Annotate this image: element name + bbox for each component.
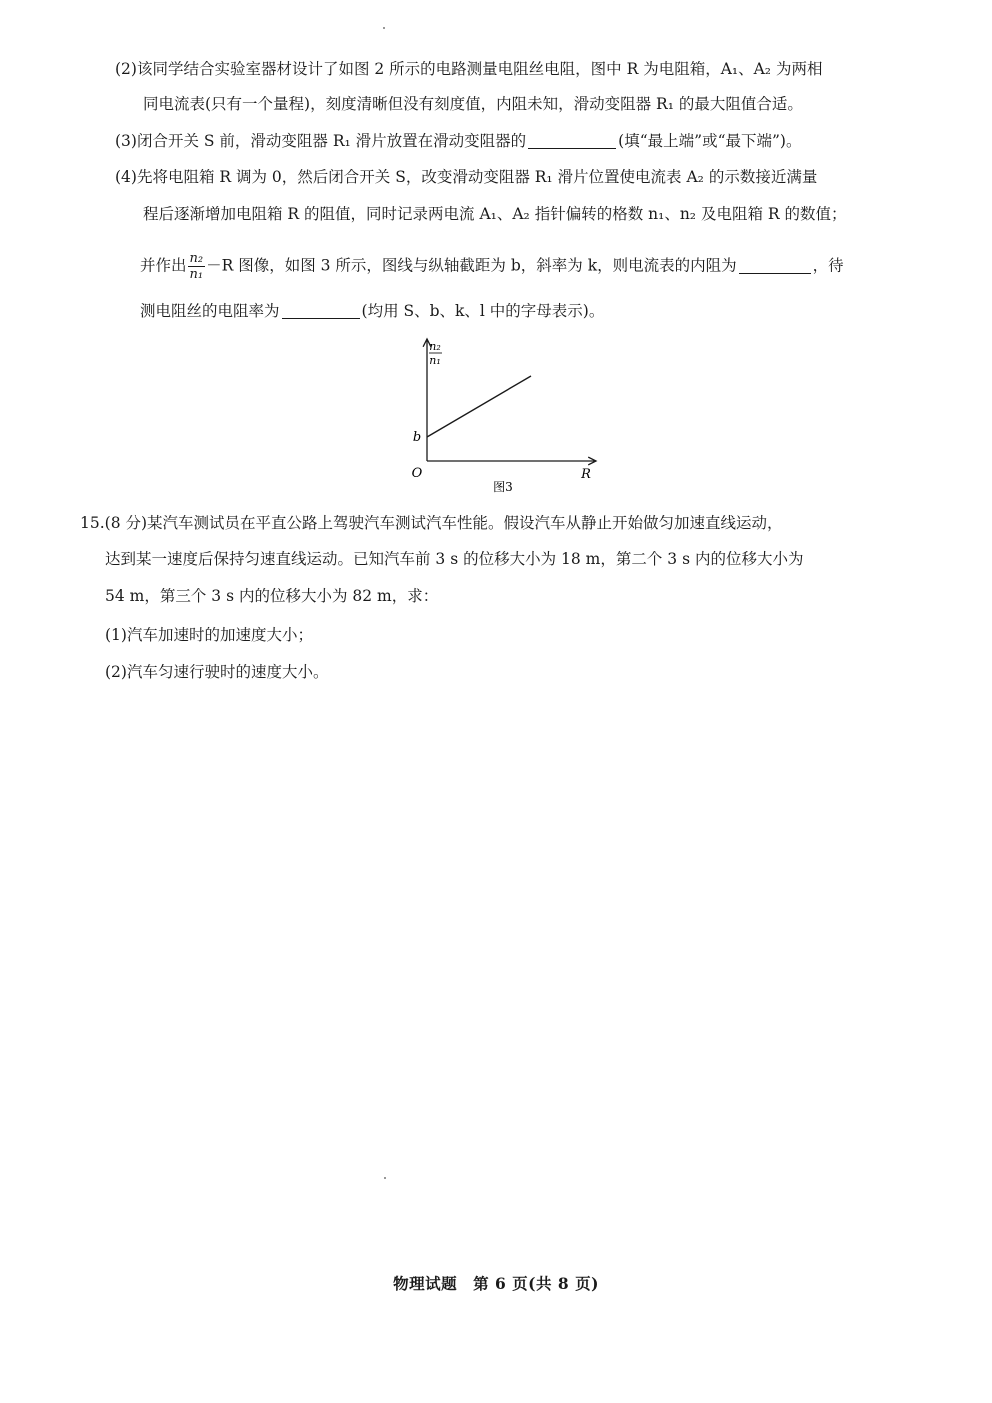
q14-part2-line2: 同电流表(只有一个量程)，刻度清晰但没有刻度值，内阻未知，滑动变阻器 R₁ 的最大阻值合适。 [143,95,803,113]
fraction-n2-over-n1 [188,251,206,282]
q14-part4-line3-suffix: ，待 [812,256,844,275]
figure-3-svg [390,333,610,498]
q15-line3: 54 m，第三个 3 s 内的位移大小为 82 m，求： [105,587,439,605]
q14-part4-line3 [140,251,844,282]
q14-part4-line4 [140,300,604,322]
q14-part4-line1: (4)先将电阻箱 R 调为 0，然后闭合开关 S，改变滑动变阻器 R₁ 滑片位置使电流表 A₂ 的示数接近满量 [115,168,818,186]
q14-part3 [115,130,801,152]
scan-speck [384,1177,386,1179]
answer-blank-slider-position[interactable] [528,132,616,149]
q14-part3-text-after: (填“最上端”或“最下端”)。 [618,132,802,150]
intercept-label: b [412,430,422,445]
q14-part4-line4-suffix: (均用 S、b、k、l 中的字母表示)。 [361,302,605,320]
q15-line1: 15.(8 分)某汽车测试员在平直公路上驾驶汽车测试汽车性能。假设汽车从静止开始做匀加速直线运动， [80,514,783,532]
fraction-numerator: n₂ [189,251,204,266]
figure-caption: 图3 [493,480,513,494]
page-footer: 物理试题 第 6 页(共 8 页) [393,1274,599,1293]
q14-part4-line3-middle: －R 图像，如图 3 所示，图线与纵轴截距为 b，斜率为 k，则电流表的内阻为 [206,256,737,275]
fraction-denominator: n₁ [189,267,204,282]
x-axis-label: R [581,467,591,482]
figure-3-graph [390,333,610,498]
q15-sub2: (2)汽车匀速行驶时的速度大小。 [105,663,329,681]
answer-blank-ammeter-resistance[interactable] [739,257,811,274]
q15-sub1: (1)汽车加速时的加速度大小； [105,626,313,644]
y-label-denominator: n₁ [429,354,441,367]
y-label-numerator: n₂ [429,340,441,353]
scan-speck [383,27,385,29]
q14-part2-line1: (2)该同学结合实验室器材设计了如图 2 所示的电路测量电阻丝电阻，图中 R 为电阻箱，A₁、A₂ 为两相 [115,60,823,78]
q14-part4-line2: 程后逐渐增加电阻箱 R 的阻值，同时记录两电流 A₁、A₂ 指针偏转的格数 n₁、n₂ 及电阻箱 R 的数值； [143,205,847,223]
q14-part4-line4-prefix: 测电阻丝的电阻率为 [140,302,280,320]
linear-graph-line [427,376,531,437]
q15-line2: 达到某一速度后保持匀速直线运动。已知汽车前 3 s 的位移大小为 18 m，第二个 3 s 内的位移大小为 [105,550,804,568]
q14-part4-line3-prefix: 并作出 [140,256,187,275]
origin-label: O [411,466,423,481]
q14-part3-text-before: (3)闭合开关 S 前，滑动变阻器 R₁ 滑片放置在滑动变阻器的 [115,132,527,150]
answer-blank-resistivity[interactable] [282,302,360,319]
